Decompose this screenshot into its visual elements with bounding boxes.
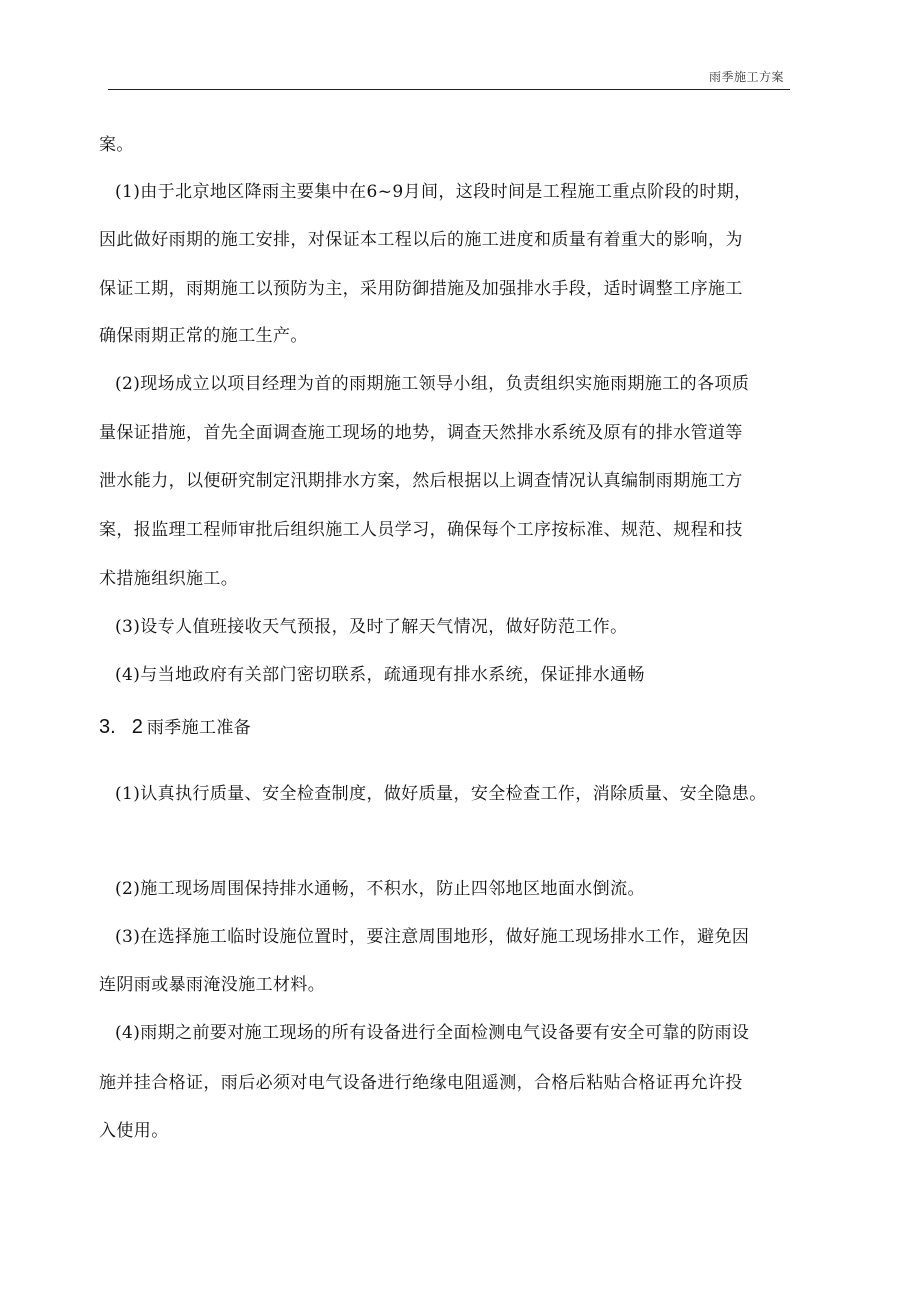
- header-rule: [108, 89, 790, 90]
- section-number-major: 3.: [99, 716, 116, 738]
- section-heading: [99, 716, 251, 739]
- text-line: 施并挂合格证，雨后必须对电气设备进行绝缘电阻遥测，合格后粘贴合格证再允许投: [99, 1073, 743, 1093]
- text-line: 案，报监理工程师审批后组织施工人员学习，确保每个工序按标准、规范、规程和技: [99, 520, 743, 540]
- text-line: (3)在选择施工临时设施位置时，要注意周围地形，做好施工现场排水工作，避免因: [115, 927, 750, 947]
- section-number-minor: 2: [131, 716, 143, 738]
- text-line: 因此做好雨期的施工安排，对保证本工程以后的施工进度和质量有着重大的影响，为: [99, 230, 743, 250]
- section-title: 雨季施工准备: [146, 718, 252, 738]
- text-line: (1)认真执行质量、安全检查制度，做好质量，安全检查工作，消除质量、安全隐患。: [115, 784, 767, 804]
- text-line: (4)与当地政府有关部门密切联系，疏通现有排水系统，保证排水通畅: [115, 665, 645, 685]
- text-line: 术措施组织施工。: [99, 569, 239, 589]
- text-line: 确保雨期正常的施工生产。: [99, 326, 308, 346]
- text-line: 连阴雨或暴雨淹没施工材料。: [99, 975, 326, 995]
- text-line: 量保证措施，首先全面调查施工现场的地势，调查天然排水系统及原有的排水管道等: [99, 423, 743, 443]
- text-line: 保证工期，雨期施工以预防为主，采用防御措施及加强排水手段，适时调整工序施工: [99, 279, 743, 299]
- text-line: (2)施工现场周围保持排水通畅，不积水，防止四邻地区地面水倒流。: [115, 879, 645, 899]
- text-line: 入使用。: [99, 1121, 169, 1141]
- text-line: (4)雨期之前要对施工现场的所有设备进行全面检测电气设备要有安全可靠的防雨设: [115, 1023, 750, 1043]
- text-line: 泄水能力，以便研究制定汛期排水方案，然后根据以上调查情况认真编制雨期施工方: [99, 471, 743, 491]
- text-line: (2)现场成立以项目经理为首的雨期施工领导小组，负责组织实施雨期施工的各项质: [115, 374, 750, 394]
- text-line: (1)由于北京地区降雨主要集中在6~9月间，这段时间是工程施工重点阶段的时期，: [115, 182, 752, 202]
- text-line: 案。: [99, 135, 134, 155]
- running-header-title: 雨季施工方案: [708, 70, 784, 84]
- text-line: (3)设专人值班接收天气预报，及时了解天气情况，做好防范工作。: [115, 617, 628, 637]
